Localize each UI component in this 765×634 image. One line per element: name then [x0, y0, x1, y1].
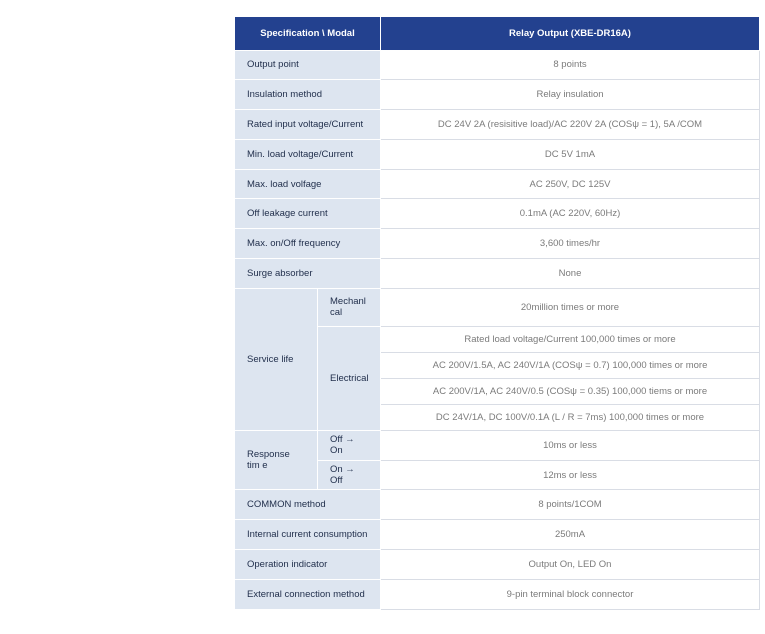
table-row [235, 550, 760, 580]
row-label: COMMON method [235, 490, 381, 520]
table-row [235, 110, 760, 140]
row-value: DC 5V 1mA [381, 139, 760, 169]
on-off-label: On → Off [318, 460, 381, 490]
row-label: Insulation method [235, 80, 381, 110]
table-row [235, 520, 760, 550]
table-row [235, 288, 760, 326]
table-row [235, 199, 760, 229]
row-value: Relay insulation [381, 80, 760, 110]
table-row [235, 259, 760, 289]
row-value: 250mA [381, 520, 760, 550]
row-value: 9-pin terminal block connector [381, 579, 760, 609]
table-row [235, 430, 760, 460]
table-row [235, 139, 760, 169]
table-row [235, 490, 760, 520]
response-time-label: Response tim e [235, 430, 318, 490]
spec-column-header: Specification \ Modal [235, 17, 381, 50]
row-label: Internal current consumption [235, 520, 381, 550]
row-label: Max. load volfage [235, 169, 381, 199]
service-life-label: Service life [235, 288, 318, 430]
off-on-value: 10ms or less [381, 430, 760, 460]
row-value: 3,600 times/hr [381, 229, 760, 259]
row-value: 0.1mA (AC 220V, 60Hz) [381, 199, 760, 229]
row-label: Rated input voltage/Current [235, 110, 381, 140]
row-label: Surge absorber [235, 259, 381, 289]
row-value: Output On, LED On [381, 550, 760, 580]
table-row [235, 80, 760, 110]
row-label: Operation indicator [235, 550, 381, 580]
row-value: DC 24V 2A (resisitive load)/AC 220V 2A (COSψ = 1), 5A /COM [381, 110, 760, 140]
table-row [235, 50, 760, 80]
table-row [235, 169, 760, 199]
row-value: None [381, 259, 760, 289]
table-row [235, 229, 760, 259]
row-label: Output point [235, 50, 381, 80]
table-header-row [235, 17, 760, 50]
table-row [235, 579, 760, 609]
mechanical-value: 20million times or more [381, 288, 760, 326]
row-value: AC 250V, DC 125V [381, 169, 760, 199]
electrical-value: DC 24V/1A, DC 100V/0.1A (L / R = 7ms) 100,000 times or more [381, 404, 760, 430]
electrical-label: Electrical [318, 326, 381, 430]
row-value: 8 points [381, 50, 760, 80]
electrical-value: AC 200V/1.5A, AC 240V/1A (COSψ = 0.7) 100,000 times or more [381, 352, 760, 378]
mechanical-label: Mechanl cal [318, 288, 381, 326]
specification-table [234, 17, 760, 610]
row-label: Off leakage current [235, 199, 381, 229]
row-label: Min. load voltage/Current [235, 139, 381, 169]
off-on-label: Off → On [318, 430, 381, 460]
on-off-value: 12ms or less [381, 460, 760, 490]
electrical-value: Rated load voltage/Current 100,000 times or more [381, 326, 760, 352]
row-label: External connection method [235, 579, 381, 609]
row-value: 8 points/1COM [381, 490, 760, 520]
row-label: Max. on/Off frequency [235, 229, 381, 259]
model-column-header: Relay Output (XBE-DR16A) [381, 17, 760, 50]
electrical-value: AC 200V/1A, AC 240V/0.5 (COSψ = 0.35) 100,000 tiems or more [381, 378, 760, 404]
